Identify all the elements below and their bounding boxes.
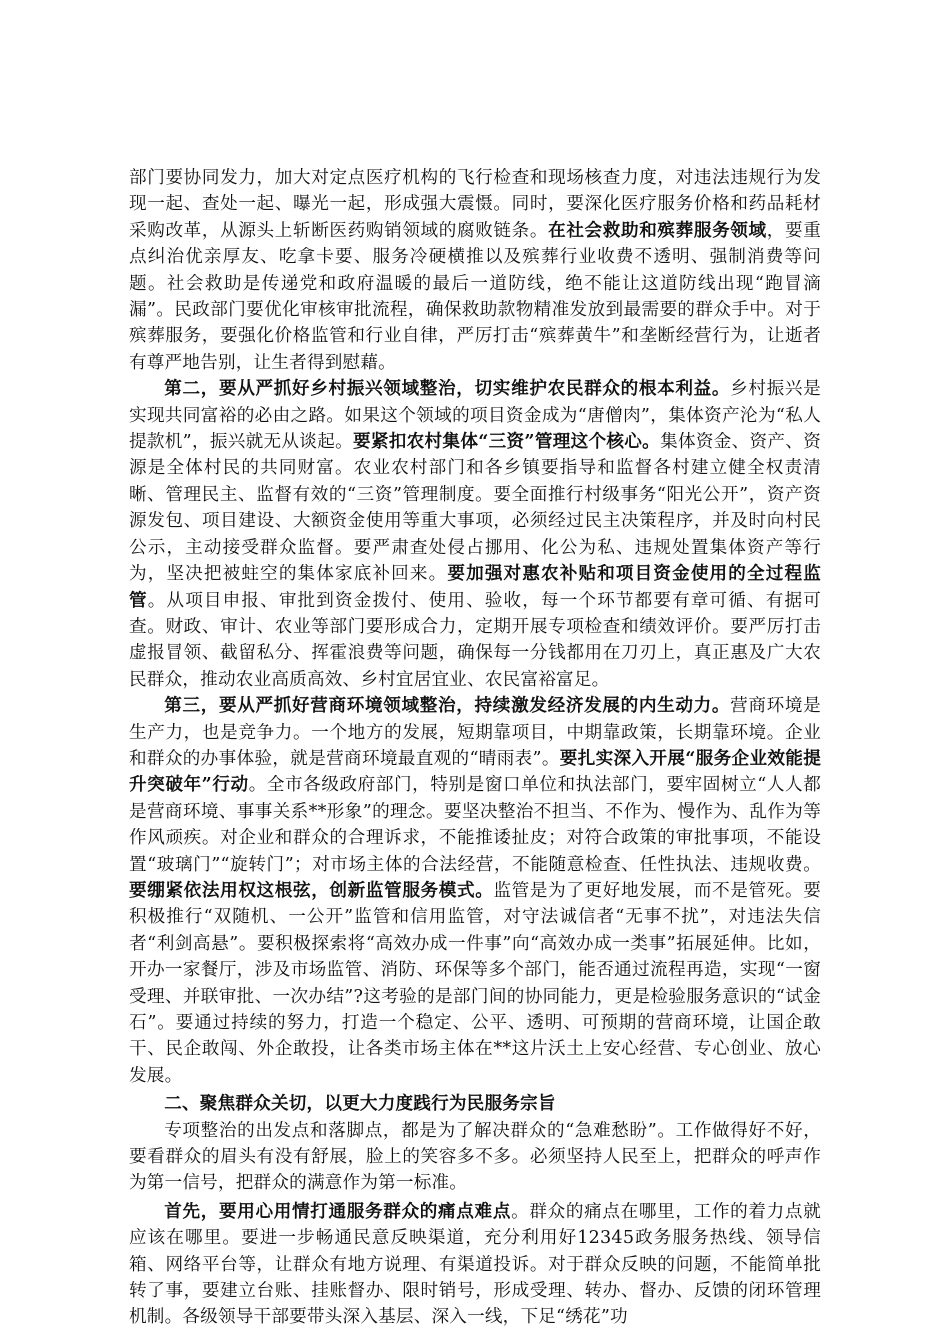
paragraph-lead-emphasis: 第三，要从严抓好营商环境领域整治，持续激发经济发展的内生动力。: [164, 695, 731, 717]
paragraph-text: 监管是为了更好地发展，而不是管死。要积极推行“双随机、一公开”监管和信用监管，对守法诚信者“无事不扰”，对违法失信者“利剑高悬”。要积极探索将“高效办成一件事”向“高效办成一类事”拓展延伸。比如，开办一家餐厅，涉及市场监管、消防、环保等多个部门，能否通过流程再造，实现“一窗受理、并联审批、一次办结”?这考验的是部门间的协同能力，更是检验服务意识的“试金石”。要通过持续的努力，打造一个稳定、公平、透明、可预期的营商环境，让国企敢干、民企敢闯、外企敢投，让各类市场主体在**这片沃土上安心经营、专心创业、放心发展。: [129, 880, 821, 1086]
document-body: [129, 165, 821, 1331]
paragraph-text: 营商环境是生产力，也是竞争力。一个地方的发展，短期靠项目，中期靠政策，长期靠环境。企业和群众的办事体验，就是营商环境最直观的“晴雨表”。: [129, 696, 821, 769]
paragraph-text: ，要重点纠治优亲厚友、吃拿卡要、服务冷硬横推以及殡葬行业收费不透明、强制消费等问题。社会救助是传递党和政府温暖的最后一道防线，绝不能让这道防线出现“跑冒滴漏”。民政部门要优化审核审批流程，确保救助款物精准发放到最需要的群众手中。对于殡葬服务，要强化价格监管和行业自律，严厉打击“殡葬黄牛”和垄断经营行为，让逝者有尊严地告别，让生者得到慰藉。: [129, 220, 821, 373]
paragraph-emphasis: 要扎实深入开展“服务企业效能提升突破年”行动: [129, 747, 821, 796]
paragraph-text: 专项整治的出发点和落脚点，都是为了解决群众的“急难愁盼”。工作做得好不好，要看群众的眉头有没有舒展，脸上的笑容多不多。必须坚持人民至上，把群众的呼声作为第一信号，把群众的满意作为第一标准。: [129, 1120, 821, 1194]
paragraph-emphasis: 要绷紧依法用权这根弦，创新监管服务模式。: [129, 879, 494, 901]
paragraph-lead-emphasis: 首先，要用心用情打通服务群众的痛点难点: [164, 1200, 512, 1222]
paragraph-text: 。从项目申报、审批到资金拨付、使用、验收，每一个环节都要有章可循、有据可查。财政、审计、农业等部门要形成合力，定期开展专项检查和绩效评价。要严厉打击虚报冒领、截留私分、挥霍浪费等问题，确保每一分钱都用在刀刃上，真正惠及广大农民群众，推动农业高质高效、乡村宜居宜业、农民富裕富足。: [129, 590, 821, 690]
paragraph-text: 乡村振兴是实现共同富裕的必由之路。如果这个领域的项目资金成为“唐僧肉”，集体资产沦为“私人提款机”，振兴就无从谈起。: [129, 379, 821, 453]
section-heading: 二、聚焦群众关切，以更大力度践行为民服务宗旨: [164, 1093, 556, 1115]
paragraph: [129, 1199, 821, 1331]
paragraph-text: 集体资金、资产、资源是全体村民的共同财富。农业农村部门和各乡镇要指导和监督各村建立健全权责清晰、管理民主、监督有效的“三资”管理制度。要全面推行村级事务“阳光公开”，资产资源发包、项目建设、大额资金使用等重大事项，必须经过民主决策程序，并及时向村民公示，主动接受群众监督。要严肃查处侵占挪用、化公为私、违规处置集体资产等行为，坚决把被蛀空的集体家底补回来。: [129, 432, 821, 585]
paragraph-emphasis: 要加强对惠农补贴和项目资金使用的全过程监管: [129, 563, 821, 611]
paragraph: [129, 1118, 821, 1197]
paragraph-emphasis: 要紧扣农村集体“三资”管理这个核心。: [352, 431, 661, 453]
paragraph-text: 部门要协同发力，加大对定点医疗机构的飞行检查和现场核查力度，对违法违规行为发现一起、查处一起、曝光一起，形成强大震慑。同时，要深化医疗服务价格和药品耗材采购改革，从源头上斩断医药购销领域的腐败链条。: [129, 168, 821, 241]
paragraph-lead-emphasis: 第二，要从严抓好乡村振兴领域整治，切实维护农民群众的根本利益。: [164, 378, 731, 400]
paragraph-text: 。全市各级政府部门，特别是窗口单位和执法部门，要牢固树立“人人都是营商环境、事事关系**形象”的理念。要坚决整治不担当、不作为、慢作为、乱作为等作风顽疾。对企业和群众的合理诉求，不能推诿扯皮；对符合政策的审批事项，不能设置“玻璃门”“旋转门”；对市场主体的合法经营，不能随意检查、任性执法、违规收费。: [129, 775, 821, 875]
paragraph: [129, 376, 821, 693]
paragraph: [129, 165, 821, 376]
paragraph-emphasis: 在社会救助和殡葬服务领域: [548, 219, 767, 241]
paragraph: [129, 693, 821, 1089]
paragraph-text: 。群众的痛点在哪里，工作的着力点就应该在哪里。要进一步畅通民意反映渠道，充分利用好12345政务服务热线、领导信箱、网络平台等，让群众有地方说理、有渠道投诉。对于群众反映的问题，不能简单批转了事，要建立台账、挂账督办、限时销号，形成受理、转办、督办、反馈的闭环管理机制。各级领导干部要带头深入基层、深入一线，下足“绣花”功: [129, 1201, 821, 1328]
